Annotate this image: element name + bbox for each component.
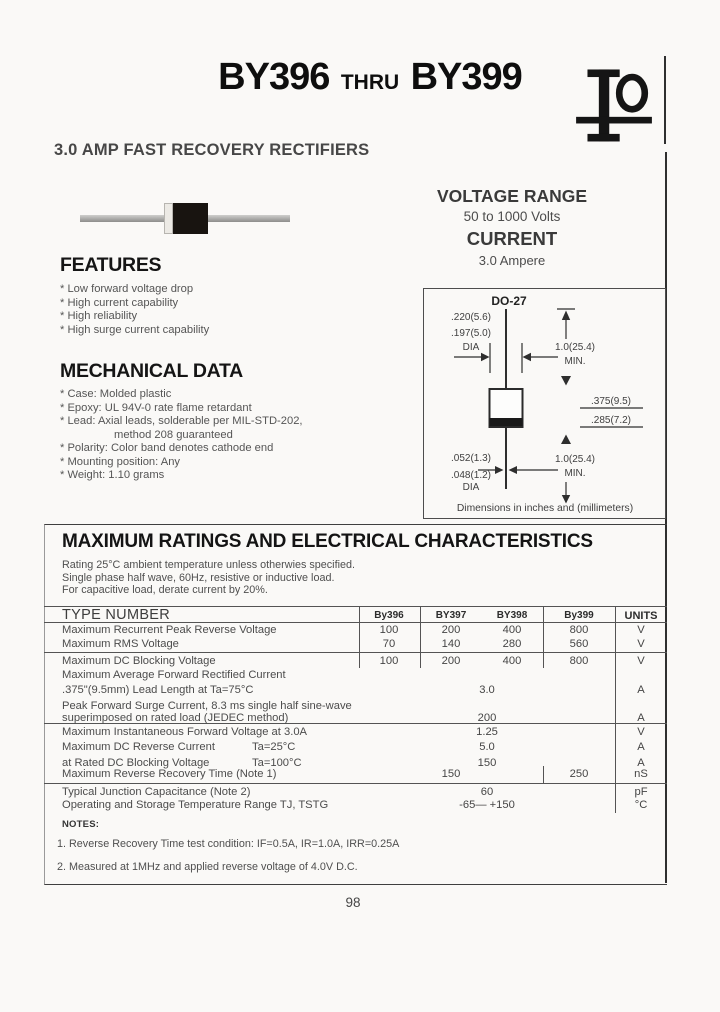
- type-number-label: TYPE NUMBER: [62, 607, 171, 623]
- row-value: 250: [569, 768, 589, 780]
- row-value-span: 200: [477, 712, 497, 724]
- row-label: Maximum Recurrent Peak Reverse Voltage: [62, 624, 277, 636]
- lead-length-top-min: MIN.: [564, 356, 586, 367]
- row-label: .375"(9.5mm) Lead Length at Ta=75°C: [62, 684, 254, 696]
- package-name: DO-27: [491, 294, 527, 308]
- row-value: 100: [379, 624, 399, 636]
- row-value-span: 60: [480, 786, 494, 798]
- table-row: [44, 741, 667, 755]
- title-thru: THRU: [340, 71, 400, 94]
- body-dia-max: .220(5.6): [450, 312, 492, 323]
- features-list: [60, 283, 209, 337]
- row-value-span: 150: [477, 757, 497, 769]
- table-row: [44, 799, 667, 813]
- row-units: V: [637, 624, 645, 636]
- row-value: 800: [569, 624, 589, 636]
- row-units: A: [637, 757, 645, 769]
- mechanical-item: * Case: Molded plastic: [60, 388, 172, 400]
- row-value: 200: [441, 624, 461, 636]
- dia-arrow-left-head: [481, 353, 490, 361]
- logo-i-bottom-serif: [587, 134, 619, 142]
- condition-line: Rating 25°C ambient temperature unless otherwies specified.: [62, 559, 355, 571]
- table-row: [44, 786, 667, 800]
- part-number-start: BY396: [218, 56, 330, 98]
- row-label: Maximum Average Forward Rectified Current: [62, 669, 286, 681]
- row-units: V: [637, 638, 645, 650]
- mechanical-item: * Epoxy: UL 94V-0 rate flame retardant: [60, 401, 252, 414]
- logo-o: [619, 77, 645, 109]
- body-dia-min: .197(5.0): [450, 328, 492, 339]
- row-label: Maximum DC Reverse Current: [62, 741, 215, 753]
- feature-item: * High reliability: [60, 310, 138, 322]
- right-rule-top: [664, 56, 666, 144]
- mechanical-item: * Weight: 1.10 grams: [60, 469, 165, 481]
- row-units: A: [637, 712, 645, 724]
- package-band: [490, 418, 523, 426]
- dimensions-caption: Dimensions in inches and (millimeters): [456, 503, 634, 514]
- table-row: [44, 712, 667, 726]
- voltage-range-label: VOLTAGE RANGE: [436, 186, 588, 206]
- row-value: 280: [502, 638, 522, 650]
- subtitle: 3.0 AMP FAST RECOVERY RECTIFIERS: [54, 141, 370, 159]
- row-value: 800: [569, 655, 589, 667]
- ratings-conditions: [62, 559, 355, 597]
- row-condition: Ta=100°C: [252, 757, 302, 769]
- row-label: Operating and Storage Temperature Range TJ, TSTG: [62, 799, 329, 811]
- lead-length-bot: 1.0(25.4): [554, 454, 596, 465]
- top-dim-arrow-up: [562, 311, 570, 321]
- row-value: 100: [379, 655, 399, 667]
- lead-dia-min: .048(1.2): [450, 470, 492, 481]
- condition-line: Single phase half wave, 60Hz, resistive or inductive load.: [62, 571, 335, 584]
- row-value-span3: 150: [441, 768, 461, 780]
- feature-item: * Low forward voltage drop: [60, 283, 194, 295]
- row-value: 140: [441, 638, 461, 650]
- lead-dia-label: DIA: [462, 482, 480, 493]
- row-label: Maximum Reverse Recovery Time (Note 1): [62, 768, 277, 780]
- col-header-by398: BY398: [496, 610, 528, 621]
- table-rule: [44, 783, 667, 784]
- row-value-span: 3.0: [479, 684, 495, 696]
- row-units: nS: [634, 768, 648, 780]
- col-header-units: UNITS: [624, 610, 658, 622]
- row-value-span: -65— +150: [459, 799, 515, 811]
- table-row: [44, 684, 667, 698]
- diode-cathode-band: [164, 203, 173, 234]
- current-value: 3.0 Ampere: [478, 253, 546, 268]
- mechanical-item: * Polarity: Color band denotes cathode end: [60, 442, 274, 454]
- col-header-by396: By396: [374, 610, 404, 621]
- package-drawing-box: [423, 288, 666, 519]
- mechanical-heading: MECHANICAL DATA: [60, 360, 243, 382]
- body-bottom-arrow: [561, 435, 571, 445]
- row-label: Maximum RMS Voltage: [62, 638, 179, 650]
- row-condition: Ta=25°C: [252, 741, 296, 753]
- lead-length-top: 1.0(25.4): [554, 342, 596, 353]
- row-value: 400: [502, 655, 522, 667]
- diode-body: [173, 203, 208, 234]
- current-label: CURRENT: [466, 228, 558, 249]
- row-value: 400: [502, 624, 522, 636]
- features-heading: FEATURES: [60, 254, 162, 276]
- ratings-heading: MAXIMUM RATINGS AND ELECTRICAL CHARACTERISTICS: [62, 531, 593, 552]
- logo-underline: [576, 117, 652, 124]
- notes-heading: NOTES:: [62, 819, 100, 830]
- body-length-min: .285(7.2): [590, 415, 632, 426]
- table-rule: [44, 652, 667, 653]
- table-row: [44, 655, 667, 669]
- table-header-row: [44, 607, 667, 624]
- table-row: [44, 638, 667, 652]
- voltage-range-value: 50 to 1000 Volts: [463, 209, 561, 224]
- feature-item: * High current capability: [60, 296, 179, 309]
- row-label: at Rated DC Blocking Voltage: [62, 757, 210, 769]
- row-units: °C: [634, 799, 648, 811]
- note-line: 2. Measured at 1MHz and applied reverse voltage of 4.0V D.C.: [57, 861, 358, 873]
- row-units: V: [637, 726, 645, 738]
- logo-i-stem: [599, 69, 609, 141]
- row-value: 200: [441, 655, 461, 667]
- io-current-logo: [576, 60, 652, 150]
- lead-dia-max: .052(1.3): [450, 453, 492, 464]
- row-units: A: [637, 684, 645, 696]
- row-label: Typical Junction Capacitance (Note 2): [62, 786, 251, 798]
- page-title: [120, 56, 620, 99]
- lead-arrow-left-head: [495, 466, 504, 474]
- page-number: 98: [345, 895, 361, 910]
- row-value-span: 1.25: [476, 726, 498, 738]
- part-number-end: BY399: [410, 56, 522, 98]
- body-top-arrow: [561, 376, 571, 386]
- row-units: pF: [634, 786, 648, 798]
- mechanical-item-wrap: method 208 guaranteed: [114, 428, 233, 441]
- table-row: [44, 669, 667, 683]
- note-line: 1. Reverse Recovery Time test condition: IF=0.5A, IR=1.0A, IRR=0.25A: [57, 838, 400, 850]
- package-drawing: [424, 289, 665, 518]
- body-length-max: .375(9.5): [590, 396, 632, 407]
- dia-arrow-right-head: [523, 353, 532, 361]
- table-row: [44, 726, 667, 740]
- mechanical-item: * Mounting position: Any: [60, 455, 181, 468]
- diode-photo: [80, 203, 290, 234]
- summary-block: [392, 185, 632, 271]
- col-header-by397: BY397: [435, 610, 467, 621]
- row-label: Maximum DC Blocking Voltage: [62, 655, 216, 667]
- table-row: [44, 768, 667, 782]
- table-row: [44, 624, 667, 638]
- row-units: A: [637, 741, 645, 753]
- condition-line: For capacitive load, derate current by 20%.: [62, 584, 268, 596]
- row-value: 70: [382, 638, 396, 650]
- row-value-span: 5.0: [479, 741, 495, 753]
- mechanical-item: * Lead: Axial leads, solderable per MIL-STD-202,: [60, 415, 303, 427]
- row-units: V: [637, 655, 645, 667]
- row-label: superimposed on rated load (JEDEC method): [62, 712, 289, 724]
- mechanical-list: [60, 388, 303, 483]
- feature-item: * High surge current capability: [60, 323, 210, 336]
- lead-length-bot-min: MIN.: [564, 468, 586, 479]
- row-label: Peak Forward Surge Current, 8.3 ms single half sine-wave: [62, 700, 352, 712]
- row-label: Maximum Instantaneous Forward Voltage at 3.0A: [62, 726, 308, 738]
- col-header-by399: By399: [564, 610, 594, 621]
- lead-arrow-right-head: [509, 466, 518, 474]
- row-value: 560: [569, 638, 589, 650]
- body-dia-label: DIA: [462, 342, 480, 353]
